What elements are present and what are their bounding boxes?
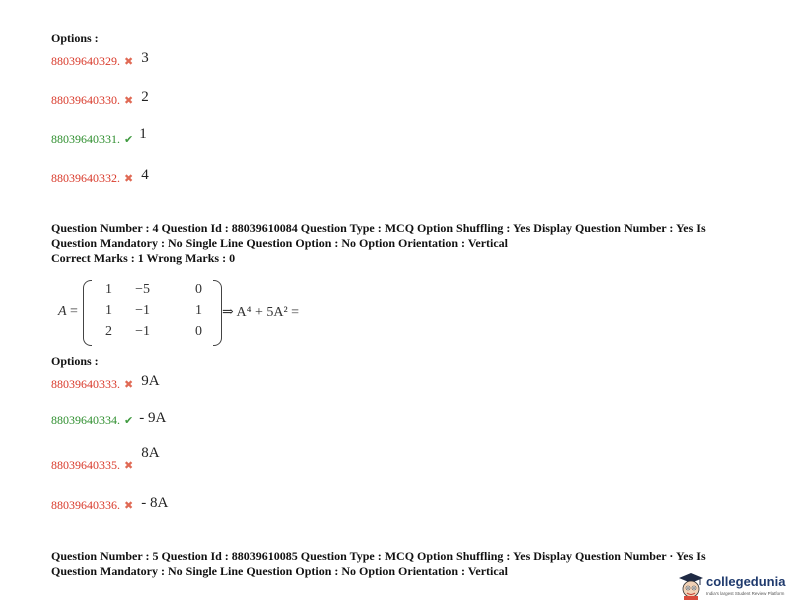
logo-tagline: India's largest Student Review Platform bbox=[706, 591, 785, 596]
question-meta-line: Question Number : 4 Question Id : 88039610084 Question Type : MCQ Option Shuffling : Yes Display Question Number : Yes Is bbox=[51, 221, 706, 235]
option-value: 4 bbox=[141, 167, 149, 183]
question-meta bbox=[51, 549, 751, 579]
option-row bbox=[51, 495, 169, 514]
question-matrix bbox=[58, 280, 300, 346]
question-meta-line: Question Mandatory : No Single Line Question Option : No Option Orientation : Vertical bbox=[51, 564, 509, 578]
option-row bbox=[51, 373, 160, 393]
option-id: 88039640329. bbox=[51, 54, 120, 68]
option-value: - 9A bbox=[139, 410, 167, 426]
option-value: 8A bbox=[141, 445, 160, 461]
option-id: 88039640336. bbox=[51, 498, 120, 512]
wrong-mark-icon: ✖ bbox=[124, 500, 134, 512]
option-id: 88039640333. bbox=[51, 377, 120, 391]
option-row bbox=[51, 89, 149, 109]
option-id: 88039640330. bbox=[51, 93, 120, 107]
option-value: 1 bbox=[139, 126, 147, 142]
question-meta-line: Question Number : 5 Question Id : 88039610085 Question Type : MCQ Option Shuffling : Yes Display Question Number · Yes Is bbox=[51, 549, 706, 563]
matrix-expression-rhs: ⇒ A⁴ + 5A² = bbox=[222, 305, 300, 320]
matrix-cell: 2 bbox=[105, 324, 112, 339]
option-row bbox=[51, 410, 167, 429]
matrix-cell: 1 bbox=[105, 282, 112, 297]
matrix-cell: −1 bbox=[135, 324, 150, 339]
option-row bbox=[51, 50, 149, 70]
option-value: 3 bbox=[141, 50, 149, 66]
matrix-equals: = bbox=[70, 304, 78, 319]
matrix-cell: 0 bbox=[195, 282, 202, 297]
option-id: 88039640332. bbox=[51, 171, 120, 185]
option-id: 88039640335. bbox=[51, 458, 120, 472]
collegedunia-logo bbox=[678, 570, 788, 606]
wrong-mark-icon: ✖ bbox=[124, 460, 134, 472]
wrong-mark-icon: ✖ bbox=[124, 95, 134, 107]
option-value: 2 bbox=[141, 89, 149, 105]
matrix-cell: 1 bbox=[105, 303, 112, 318]
wrong-mark-icon: ✖ bbox=[124, 56, 134, 68]
matrix-row bbox=[90, 324, 214, 345]
option-id: 88039640331. bbox=[51, 132, 120, 146]
matrix-name: A bbox=[58, 304, 67, 319]
option-row bbox=[51, 445, 160, 474]
question-meta bbox=[51, 221, 751, 266]
option-row bbox=[51, 167, 149, 187]
matrix-row bbox=[90, 303, 214, 324]
marks-line: Correct Marks : 1 Wrong Marks : 0 bbox=[51, 251, 236, 265]
matrix-cell: −1 bbox=[135, 303, 150, 318]
matrix-row bbox=[90, 282, 214, 303]
check-mark-icon: ✔ bbox=[124, 134, 134, 146]
option-id: 88039640334. bbox=[51, 413, 120, 427]
check-mark-icon: ✔ bbox=[124, 415, 134, 427]
option-row bbox=[51, 126, 147, 148]
right-paren bbox=[213, 280, 222, 346]
matrix-cell: 1 bbox=[195, 303, 202, 318]
question-meta-line: Question Mandatory : No Single Line Question Option : No Option Orientation : Vertical bbox=[51, 236, 509, 250]
options-label: Options : bbox=[51, 354, 99, 368]
option-value: 9A bbox=[141, 373, 160, 389]
matrix-cell: −5 bbox=[135, 282, 150, 297]
wrong-mark-icon: ✖ bbox=[124, 173, 134, 185]
option-value: - 8A bbox=[141, 495, 169, 511]
matrix-cell: 0 bbox=[195, 324, 202, 339]
graduate-mascot-icon bbox=[678, 572, 704, 600]
options-label: Options : bbox=[51, 31, 99, 45]
logo-text: collegedunia bbox=[706, 574, 786, 589]
matrix-grid bbox=[90, 282, 214, 345]
wrong-mark-icon: ✖ bbox=[124, 379, 134, 391]
